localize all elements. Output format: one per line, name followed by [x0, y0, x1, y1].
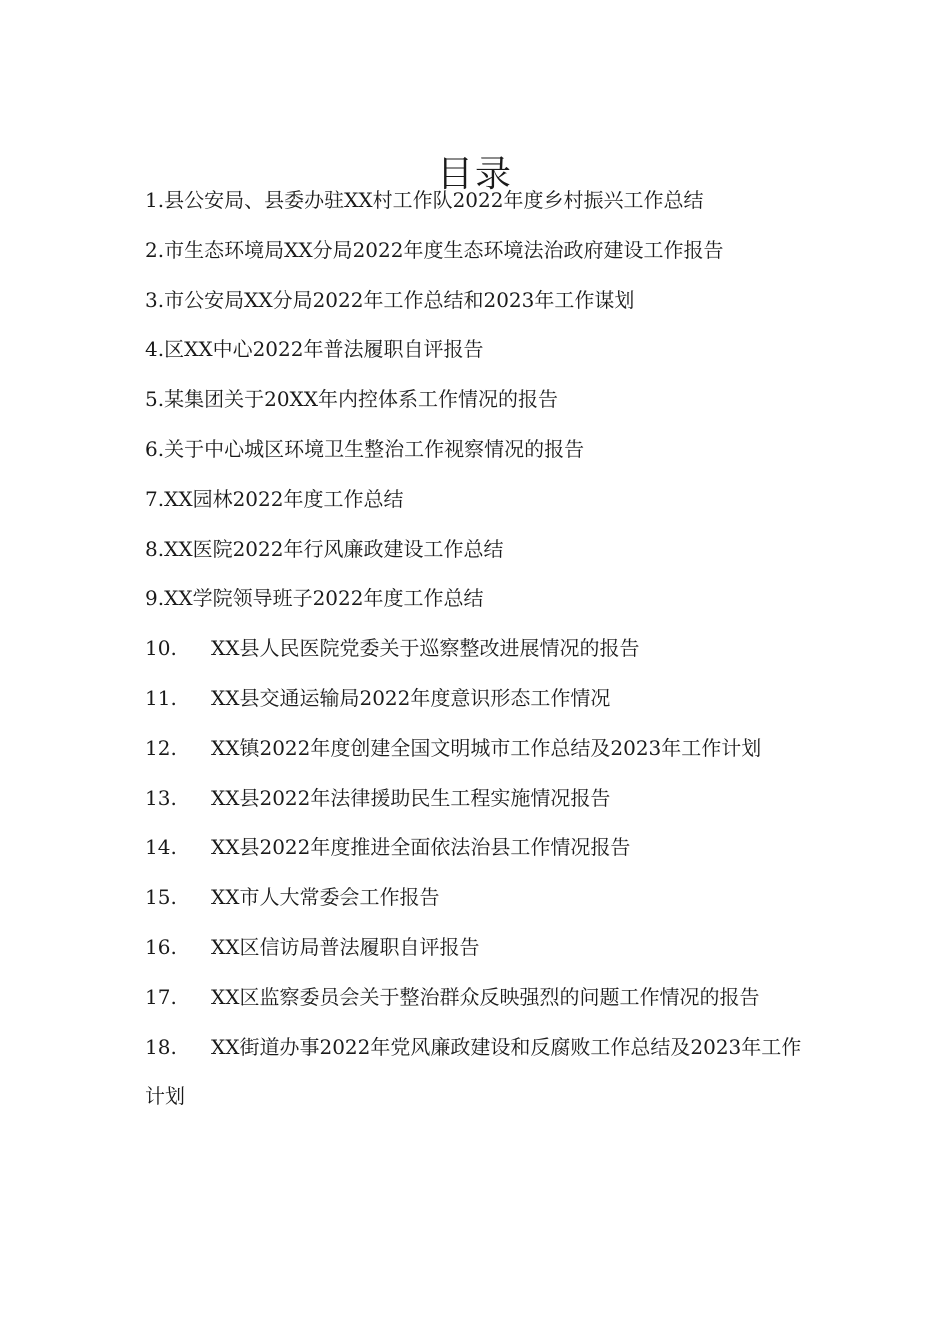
- toc-item-number: 12.: [145, 735, 177, 760]
- toc-item-number: 15.: [145, 885, 177, 910]
- toc-item: [145, 574, 817, 624]
- toc-item: [145, 425, 817, 475]
- toc-item-number: 13.: [145, 785, 177, 810]
- toc-item-text: XX街道办事2022年党风廉政建设和反腐败工作总结及2023年工作计划: [145, 1034, 802, 1109]
- toc-item: [145, 923, 817, 973]
- toc-item: [145, 873, 817, 923]
- toc-item-text: XX区监察委员会关于整治群众反映强烈的问题工作情况的报告: [211, 984, 760, 1009]
- toc-item-text: XX园林2022年度工作总结: [164, 486, 404, 511]
- toc-item-number: 4.: [145, 337, 165, 362]
- toc-item-text: 市生态环境局XX分局2022年度生态环境法治政府建设工作报告: [164, 237, 724, 262]
- toc-item-text: XX县2022年法律援助民生工程实施情况报告: [211, 785, 611, 810]
- toc-item-text: XX县2022年度推进全面依法治县工作情况报告: [211, 835, 631, 860]
- toc-item: [145, 774, 817, 824]
- toc-item: [145, 276, 817, 326]
- toc-item-text: XX县交通运输局2022年度意识形态工作情况: [211, 685, 611, 710]
- toc-item: [145, 823, 817, 873]
- toc-item-number: 7.: [145, 486, 165, 511]
- toc-item-text: XX县人民医院党委关于巡察整改进展情况的报告: [211, 636, 640, 661]
- toc-item-text: XX医院2022年行风廉政建设工作总结: [164, 536, 504, 561]
- toc-item: [145, 1023, 817, 1123]
- toc-item: [145, 325, 817, 375]
- toc-item: [145, 724, 817, 774]
- toc-item-number: 9.: [145, 586, 165, 611]
- toc-item: [145, 375, 817, 425]
- toc-item: [145, 226, 817, 276]
- toc-item-number: 8.: [145, 536, 165, 561]
- toc-title: 目录: [436, 154, 513, 196]
- toc-item-number: 1.: [145, 188, 165, 212]
- toc-item-number: 18.: [145, 1034, 177, 1059]
- toc-item: [145, 176, 817, 226]
- toc-item-number: 3.: [145, 287, 165, 312]
- toc-item: [145, 674, 817, 724]
- toc-item-number: 10.: [145, 636, 177, 661]
- toc-item-number: 16.: [145, 934, 177, 959]
- toc-item-text: XX区信访局普法履职自评报告: [211, 934, 480, 959]
- toc-item-text: 市公安局XX分局2022年工作总结和2023年工作谋划: [164, 287, 635, 312]
- toc-item-text: 关于中心城区环境卫生整治工作视察情况的报告: [164, 436, 585, 461]
- toc-item-text: XX镇2022年度创建全国文明城市工作总结及2023年工作计划: [211, 735, 762, 760]
- toc-item-number: 2.: [145, 237, 165, 262]
- toc-item-text: XX市人大常委会工作报告: [211, 885, 440, 910]
- toc-item: [145, 525, 817, 575]
- toc-list: [145, 176, 817, 1122]
- toc-item-text: 县公安局、县委办驻XX村工作队2022年度乡村振兴工作总结: [164, 188, 704, 212]
- toc-item: [145, 624, 817, 674]
- toc-item: [145, 475, 817, 525]
- toc-item-text: XX学院领导班子2022年度工作总结: [164, 586, 484, 611]
- toc-item-text: 区XX中心2022年普法履职自评报告: [164, 337, 484, 362]
- toc-item: [145, 973, 817, 1023]
- toc-item-number: 5.: [145, 387, 165, 412]
- toc-item-number: 6.: [145, 436, 165, 461]
- toc-item-number: 14.: [145, 835, 177, 860]
- toc-item-number: 11.: [145, 685, 177, 710]
- toc-item-number: 17.: [145, 984, 177, 1009]
- toc-item-text: 某集团关于20XX年内控体系工作情况的报告: [164, 387, 559, 412]
